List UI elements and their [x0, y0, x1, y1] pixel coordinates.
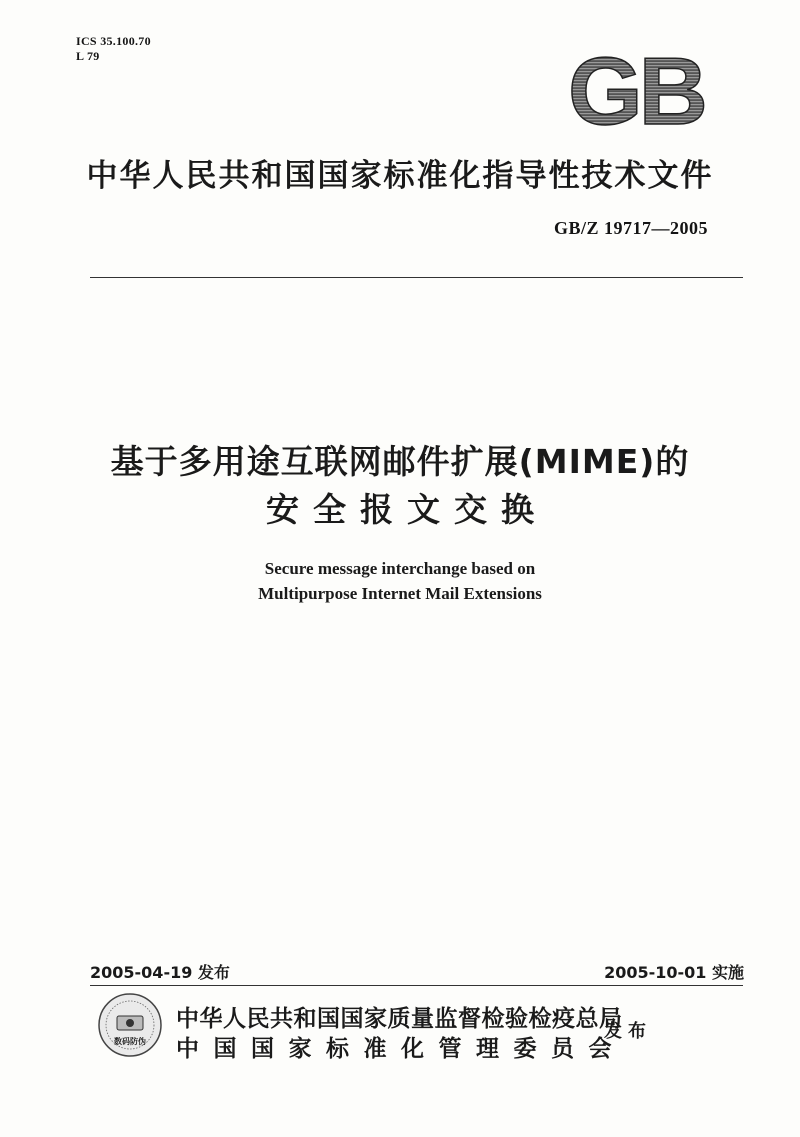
title-en-line1: Secure message interchange based on	[264, 559, 536, 578]
top-divider	[90, 277, 743, 278]
publish-label: 发布	[604, 1021, 652, 1042]
issue-date: 2005-04-19 发布	[90, 963, 230, 982]
gb-logo	[548, 44, 724, 134]
issuer-sac: 中国国家标准化管理委员会	[176, 1036, 626, 1062]
title-zh-line2: 安全报文交换	[266, 490, 548, 529]
standard-number: GB/Z 19717—2005	[553, 218, 708, 238]
anti-counterfeit-seal-icon	[97, 992, 163, 1058]
issuer-aqsiq: 中华人民共和国国家质量监督检验检疫总局	[176, 1006, 623, 1032]
seal-text: 数码防伪	[114, 1037, 146, 1046]
implementation-date: 2005-10-01 实施	[604, 963, 744, 982]
bottom-divider	[90, 985, 743, 986]
ics-code: ICS 35.100.70	[76, 34, 151, 48]
ccs-code: L 79	[76, 49, 100, 63]
classification-codes	[76, 34, 151, 64]
document-type-heading: 中华人民共和国国家标准化指导性技术文件	[86, 158, 714, 194]
gb-logo-text: GB	[568, 44, 704, 134]
title-zh-line1: 基于多用途互联网邮件扩展(MIME)的	[110, 442, 690, 481]
title-en-line2: Multipurpose Internet Mail Extensions	[258, 584, 542, 603]
